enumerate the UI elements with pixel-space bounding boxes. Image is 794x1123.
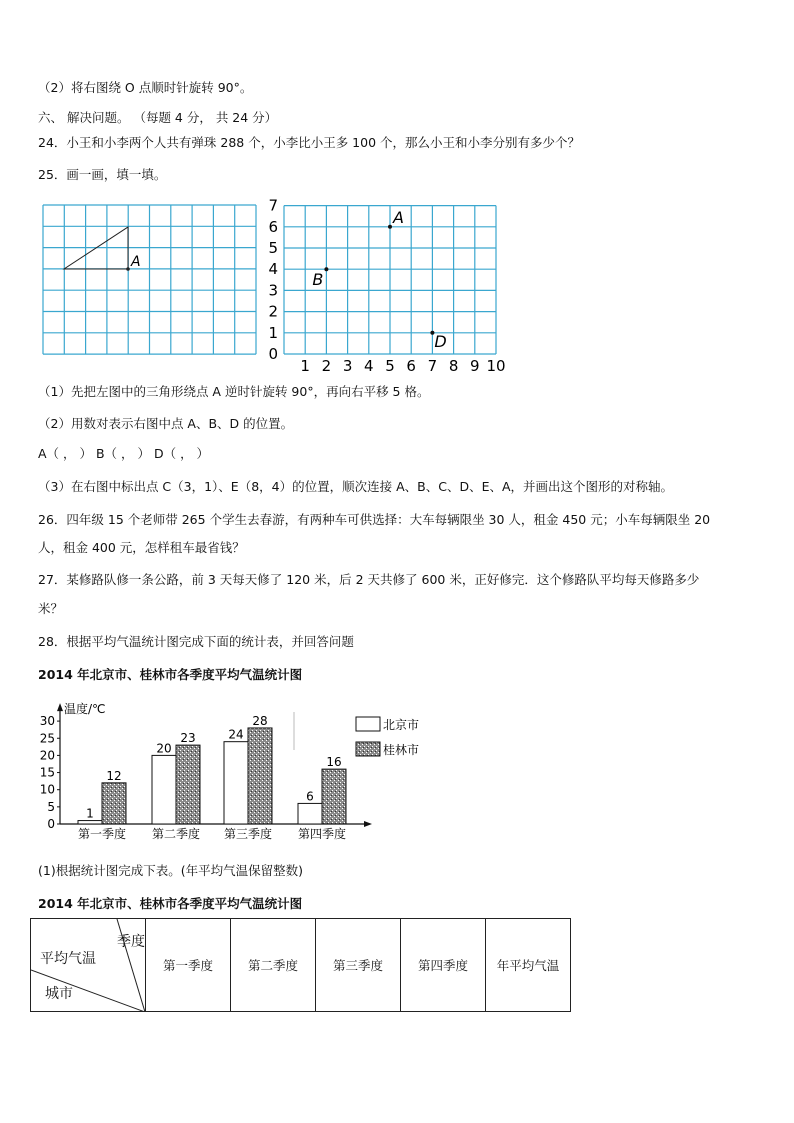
- bar-value-label: 12: [106, 768, 122, 783]
- y-tick-label: 10: [39, 782, 55, 797]
- bar-value-label: 24: [228, 727, 244, 742]
- y-tick-label: 2: [268, 302, 278, 321]
- section-heading: 六、 解决问题。 （每题 4 分， 共 24 分）: [38, 110, 278, 125]
- left-point-a: [126, 267, 130, 271]
- table-col-q2: 第二季度: [231, 919, 316, 1012]
- bar-guilin: [248, 728, 272, 824]
- left-point-a-label: A: [131, 254, 141, 270]
- question-25-1: （1）先把左图中的三角形绕点 A 逆时针旋转 90°，再向右平移 5 格。: [38, 384, 430, 399]
- bar-guilin: [322, 769, 346, 824]
- bar-guilin: [176, 745, 200, 824]
- category-label: 第四季度: [297, 827, 347, 841]
- temperature-bar-chart: [36, 690, 456, 850]
- bar-guilin: [102, 783, 126, 824]
- category-label: 第三季度: [223, 827, 273, 841]
- x-tick-label: 1: [300, 357, 310, 375]
- table-col-q1: 第一季度: [146, 919, 231, 1012]
- question-27-line2: 米？: [38, 601, 64, 616]
- header-city: 城市: [45, 986, 73, 1002]
- x-tick-label: 5: [385, 357, 395, 375]
- bar-value-label: 16: [326, 755, 342, 770]
- x-tick-label: 8: [448, 357, 459, 375]
- bar-value-label: 23: [180, 731, 196, 746]
- table-title: 2014 年北京市、桂林市各季度平均气温统计图: [38, 896, 303, 911]
- header-season: 季度: [117, 934, 145, 950]
- table-col-q3: 第三季度: [316, 919, 401, 1012]
- y-tick-label: 7: [268, 196, 278, 215]
- y-tick-label: 5: [47, 799, 55, 814]
- y-tick-label: 30: [39, 714, 55, 729]
- point-label-a: A: [393, 207, 404, 227]
- legend-swatch-beijing: [356, 717, 380, 731]
- bar-value-label: 28: [252, 713, 268, 728]
- header-avg-temp: 平均气温: [40, 951, 96, 967]
- question-28-1: (1)根据统计图完成下表。(年平均气温保留整数): [38, 863, 303, 878]
- question-24: 24．小王和小李两个人共有弹珠 288 个，小李比小王多 100 个，那么小王和小李分别有多少个？: [38, 135, 581, 150]
- legend-swatch-guilin: [356, 742, 380, 756]
- table-col-q4: 第四季度: [401, 919, 486, 1012]
- y-tick-label: 0: [47, 817, 55, 831]
- chart-title: 2014 年北京市、桂林市各季度平均气温统计图: [38, 667, 303, 682]
- question-text-rotate: （2）将右图绕 O 点顺时针旋转 90°。: [38, 80, 253, 95]
- question-25-3: （3）在右图中标出点 C（3，1）、E（8，4）的位置，顺次连接 A、B、C、D、E、A，并画出这个图形的对称轴。: [38, 479, 674, 494]
- y-axis-arrow: [57, 703, 63, 711]
- bar-value-label: 1: [86, 806, 94, 821]
- question-25-2: （2）用数对表示右图中点 A、B、D 的位置。: [38, 416, 294, 431]
- category-label: 第一季度: [77, 827, 127, 841]
- question-28: 28．根据平均气温统计图完成下面的统计表，并回答问题: [38, 634, 354, 649]
- y-tick-label: 15: [39, 765, 55, 780]
- bar-beijing: [224, 742, 248, 824]
- y-tick-label: 5: [268, 239, 278, 257]
- y-tick-label: 0: [268, 345, 278, 363]
- question-25-blanks: A（ ， ） B（ ， ） D（ ， ）: [38, 446, 210, 461]
- y-tick-label: 1: [268, 323, 278, 342]
- x-tick-label: 6: [406, 357, 416, 375]
- point-b: [324, 267, 328, 271]
- x-tick-label: 4: [364, 357, 374, 375]
- bar-beijing: [298, 803, 322, 824]
- x-tick-label: 10: [486, 357, 506, 375]
- category-label: 第二季度: [151, 827, 201, 841]
- question-27-line1: 27．某修路队修一条公路，前 3 天每天修了 120 米，后 2 天共修了 600 米，正好修完．这个修路队平均每天修路多少: [38, 572, 700, 587]
- legend-label-guilin: 桂林市: [383, 743, 420, 757]
- temperature-table: [30, 918, 571, 1012]
- y-axis-label: 温度/℃: [64, 702, 106, 717]
- coordinate-grid: [265, 195, 515, 375]
- question-26-line1: 26．四年级 15 个老师带 265 个学生去春游，有两种车可供选择：大车每辆限坐 30 人，租金 450 元；小车每辆限坐 20: [38, 512, 711, 527]
- legend-label-beijing: 北京市: [383, 718, 420, 732]
- x-tick-label: 2: [321, 357, 332, 375]
- x-tick-label: 3: [342, 357, 353, 375]
- x-axis-arrow: [364, 821, 372, 827]
- bar-beijing: [78, 821, 102, 824]
- point-label-d: D: [434, 331, 447, 351]
- x-tick-label: 9: [470, 357, 480, 375]
- y-tick-label: 25: [39, 731, 55, 746]
- x-tick-label: 7: [427, 357, 438, 375]
- table-col-annual: 年平均气温: [486, 919, 571, 1012]
- question-26-line2: 人，租金 400 元，怎样租车最省钱？: [38, 540, 245, 555]
- y-tick-label: 20: [39, 748, 55, 763]
- table-header-diagonal-cell: [31, 919, 146, 1012]
- y-tick-label: 6: [268, 217, 278, 236]
- bar-value-label: 20: [156, 741, 172, 756]
- y-tick-label: 4: [268, 260, 278, 279]
- bar-beijing: [152, 755, 176, 824]
- left-grid: [42, 204, 258, 358]
- question-25: 25．画一画，填一填。: [38, 167, 167, 182]
- bar-value-label: 6: [306, 789, 314, 804]
- y-tick-label: 3: [268, 281, 278, 300]
- point-label-b: B: [312, 270, 324, 290]
- point-a: [388, 225, 392, 229]
